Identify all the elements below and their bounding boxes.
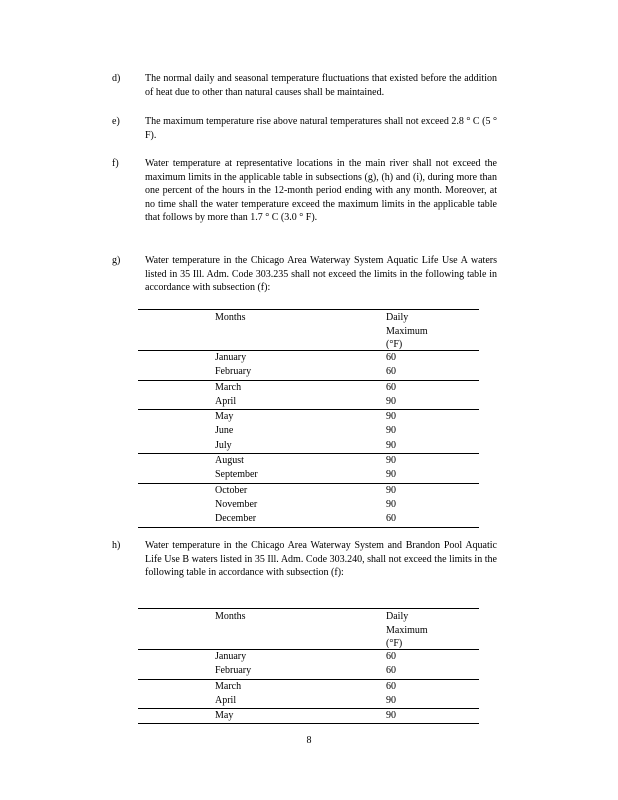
max-cell: 60: [386, 513, 396, 525]
max-cell: 90: [386, 425, 396, 437]
temperature-table-g: [138, 309, 479, 528]
max-cell: 60: [386, 665, 396, 677]
table-header: [138, 310, 479, 350]
month-cell: December: [215, 513, 257, 525]
temperature-table-h: [138, 608, 479, 724]
table-row: [138, 468, 479, 482]
table-row: [138, 439, 479, 453]
daily-max-column-header: Daily Maximum (°F): [386, 312, 428, 350]
max-cell: 90: [386, 411, 396, 423]
paragraph-text: Water temperature in the Chicago Area Waterway System Aquatic Life Use A waters listed in 35 Ill. Adm. Code 303.235 shall not exceed the limits in the following table in accordance with subsection (f):: [145, 255, 497, 293]
paragraph-label: g): [112, 255, 121, 266]
table-row: [138, 484, 479, 498]
table-row: [138, 381, 479, 395]
max-cell: 60: [386, 366, 396, 378]
month-cell: February: [215, 366, 252, 378]
paragraph-label: f): [112, 158, 119, 169]
max-cell: 90: [386, 469, 396, 481]
month-cell: April: [215, 395, 237, 407]
month-cell: August: [215, 455, 244, 467]
month-cell: January: [215, 651, 247, 662]
table-row: [138, 650, 479, 664]
paragraph-label: h): [112, 540, 121, 551]
month-cell: June: [215, 425, 234, 437]
table-row: [138, 424, 479, 438]
month-cell: May: [215, 710, 234, 722]
table-row: [138, 664, 479, 678]
paragraph-text: Water temperature in the Chicago Area Waterway System and Brandon Pool Aquatic Life Use B waters listed in 35 Ill. Adm. Code 303.240, shall not exceed the limits in the following table in accordance with subsection (f):: [145, 540, 497, 578]
months-column-header: Months: [215, 312, 246, 323]
table-row: [138, 395, 479, 409]
paragraph-text: Water temperature at representative locations in the main river shall not exceed the maximum limits in the applicable table in subsections (g), (h) and (i), during more than one percent of the hours in the 12-month period ending with any month. Moreover, at no time shall the water temperature exceed the maximum limits in the applicable table that follows by more than 1.7 ° C (3.0 ° F).: [145, 158, 497, 223]
max-cell: 60: [386, 352, 396, 363]
table-row: [138, 365, 479, 379]
table-row: [138, 410, 479, 424]
month-cell: July: [215, 439, 232, 451]
table-row: [138, 709, 479, 723]
paragraph-text: The normal daily and seasonal temperature fluctuations that existed before the addition of heat due to other than natural causes shall be maintained.: [145, 73, 497, 98]
month-cell: April: [215, 694, 237, 706]
max-cell: 90: [386, 498, 396, 510]
max-cell: 90: [386, 484, 396, 496]
table-header: [138, 609, 479, 649]
max-cell: 90: [386, 439, 396, 451]
month-cell: February: [215, 665, 252, 677]
max-cell: 60: [386, 680, 396, 692]
month-cell: May: [215, 411, 234, 423]
month-cell: September: [215, 469, 258, 481]
month-cell: January: [215, 352, 247, 363]
table-row: [138, 680, 479, 694]
paragraph-label: e): [112, 116, 120, 127]
table-row: [138, 454, 479, 468]
paragraph-text: The maximum temperature rise above natural temperatures shall not exceed 2.8 ° C (5 ° F).: [145, 116, 497, 141]
paragraph-label: d): [112, 73, 121, 84]
max-cell: 60: [386, 651, 396, 662]
max-cell: 90: [386, 395, 396, 407]
max-cell: 90: [386, 694, 396, 706]
month-cell: October: [215, 484, 248, 496]
max-cell: 90: [386, 455, 396, 467]
month-cell: March: [215, 680, 242, 692]
max-cell: 90: [386, 710, 396, 722]
months-column-header: Months: [215, 611, 246, 622]
table-row: [138, 694, 479, 708]
max-cell: 60: [386, 381, 396, 393]
month-cell: March: [215, 381, 242, 393]
table-row: [138, 351, 479, 365]
daily-max-column-header: Daily Maximum (°F): [386, 611, 428, 649]
page-number: 8: [306, 735, 312, 746]
table-row: [138, 512, 479, 526]
table-row: [138, 498, 479, 512]
month-cell: November: [215, 498, 258, 510]
